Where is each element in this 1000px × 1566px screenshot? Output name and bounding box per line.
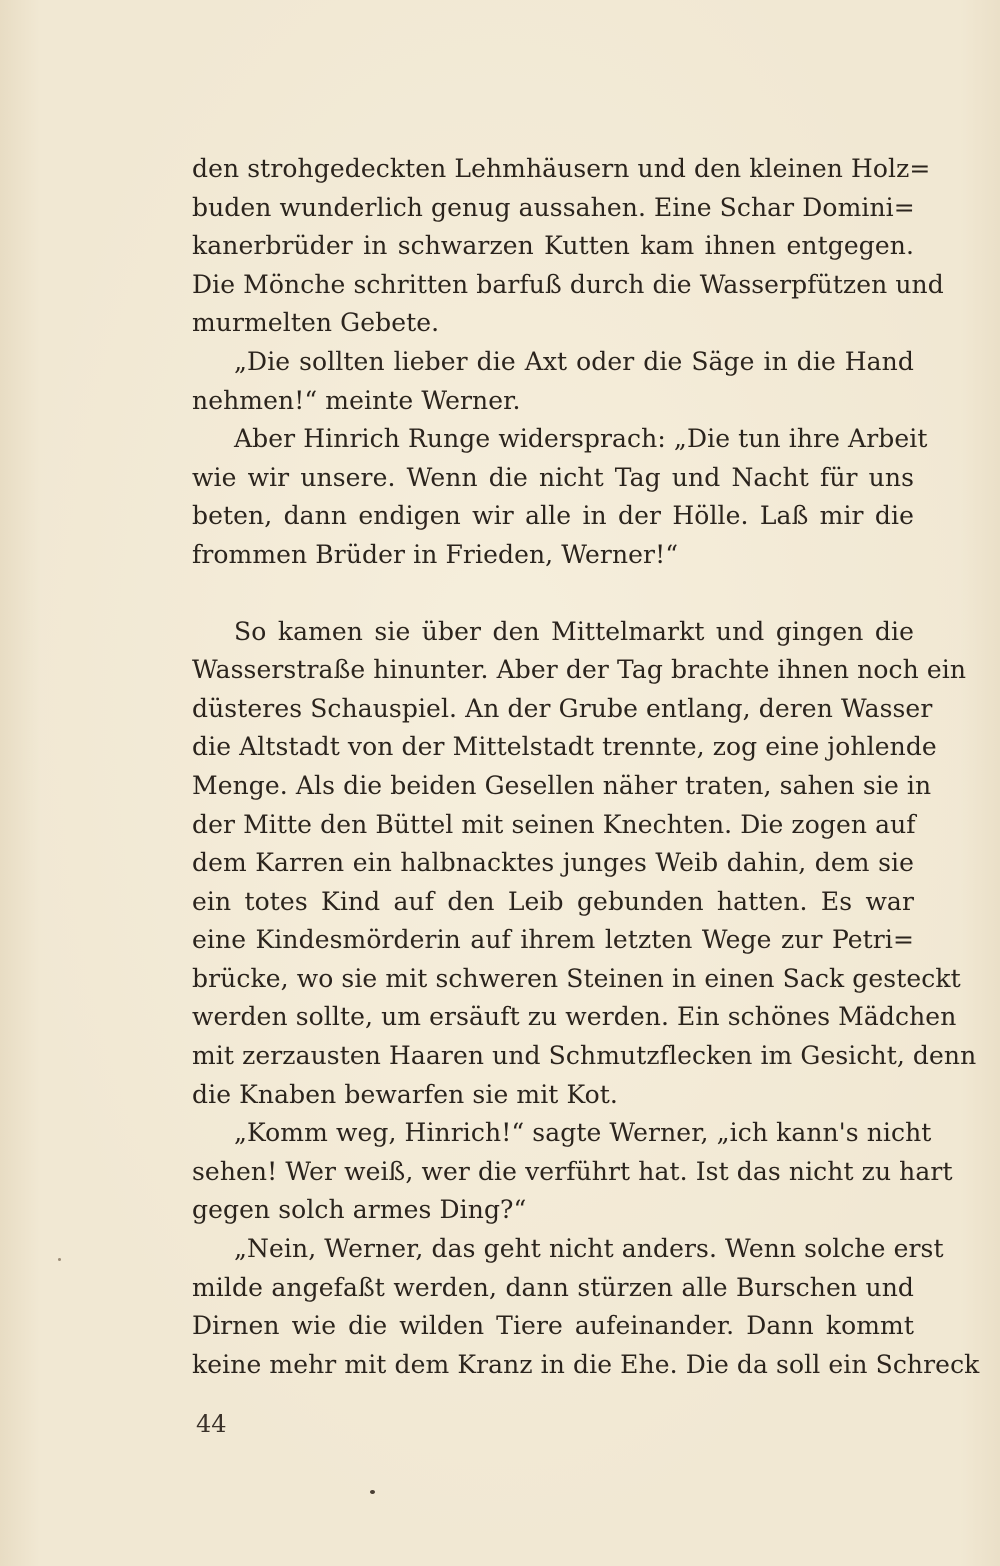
text-line: buden wunderlich genug aussahen. Eine Schar Domini=: [192, 192, 915, 222]
text-line: eine Kindesmörderin auf ihrem letzten Wege zur Petri=: [192, 925, 914, 955]
text-line: gegen solch armes Ding?“: [192, 1195, 527, 1225]
text-line: keine mehr mit dem Kranz in die Ehe. Die da soll ein Schreck: [192, 1349, 980, 1379]
text-line: der Mitte den Büttel mit seinen Knechten. Die zogen auf: [192, 809, 916, 839]
text-line: Wasserstraße hinunter. Aber der Tag brachte ihnen noch ein: [192, 655, 967, 685]
page-number: 44: [196, 1410, 227, 1438]
text-line: brücke, wo sie mit schweren Steinen in einen Sack gesteckt: [192, 963, 961, 993]
text-line: Dirnen wie die wilden Tiere aufeinander. Dann kommt: [192, 1311, 914, 1341]
text-line: Aber Hinrich Runge widersprach: „Die tun ihre Arbeit: [234, 424, 928, 454]
text-line: frommen Brüder in Frieden, Werner!“: [192, 539, 679, 569]
text-line: düsteres Schauspiel. An der Grube entlang, deren Wasser: [192, 693, 933, 723]
text-line: die Knaben bewarfen sie mit Kot.: [192, 1079, 618, 1109]
text-line: mit zerzausten Haaren und Schmutzflecken im Gesicht, denn: [192, 1041, 977, 1071]
text-line: den strohgedeckten Lehmhäusern und den kleinen Holz=: [192, 154, 931, 183]
text-line: die Altstadt von der Mittelstadt trennte, zog eine johlende: [192, 732, 937, 762]
text-line: So kamen sie über den Mittelmarkt und gingen die: [234, 616, 914, 646]
text-line: wie wir unsere. Wenn die nicht Tag und Nacht für uns: [192, 462, 914, 492]
text-line: nehmen!“ meinte Werner.: [192, 385, 521, 415]
text-line: sehen! Wer weiß, wer die verführt hat. Ist das nicht zu hart: [192, 1156, 953, 1186]
text-line: Die Mönche schritten barfuß durch die Wasserpfützen und: [192, 269, 944, 299]
text-line: beten, dann endigen wir alle in der Hölle. Laß mir die: [192, 501, 914, 531]
paper-speck: [58, 1258, 61, 1261]
text-line: Menge. Als die beiden Gesellen näher traten, sahen sie in: [192, 770, 932, 800]
text-line: ein totes Kind auf den Leib gebunden hatten. Es war: [192, 886, 914, 916]
text-line: dem Karren ein halbnacktes junges Weib dahin, dem sie: [192, 848, 914, 878]
body-text: [192, 150, 980, 1384]
text-line: milde angefaßt werden, dann stürzen alle Burschen und: [192, 1272, 914, 1302]
text-line: kanerbrüder in schwarzen Kutten kam ihnen entgegen.: [192, 231, 914, 261]
text-line: murmelten Gebete.: [192, 308, 440, 338]
text-line: „Nein, Werner, das geht nicht anders. Wenn solche erst: [234, 1234, 944, 1264]
ink-speck: [370, 1490, 375, 1494]
text-line: „Die sollten lieber die Axt oder die Säge in die Hand: [234, 346, 914, 376]
text-line: werden sollte, um ersäuft zu werden. Ein schönes Mädchen: [192, 1002, 957, 1032]
text-line: „Komm weg, Hinrich!“ sagte Werner, „ich kann's nicht: [234, 1118, 932, 1148]
